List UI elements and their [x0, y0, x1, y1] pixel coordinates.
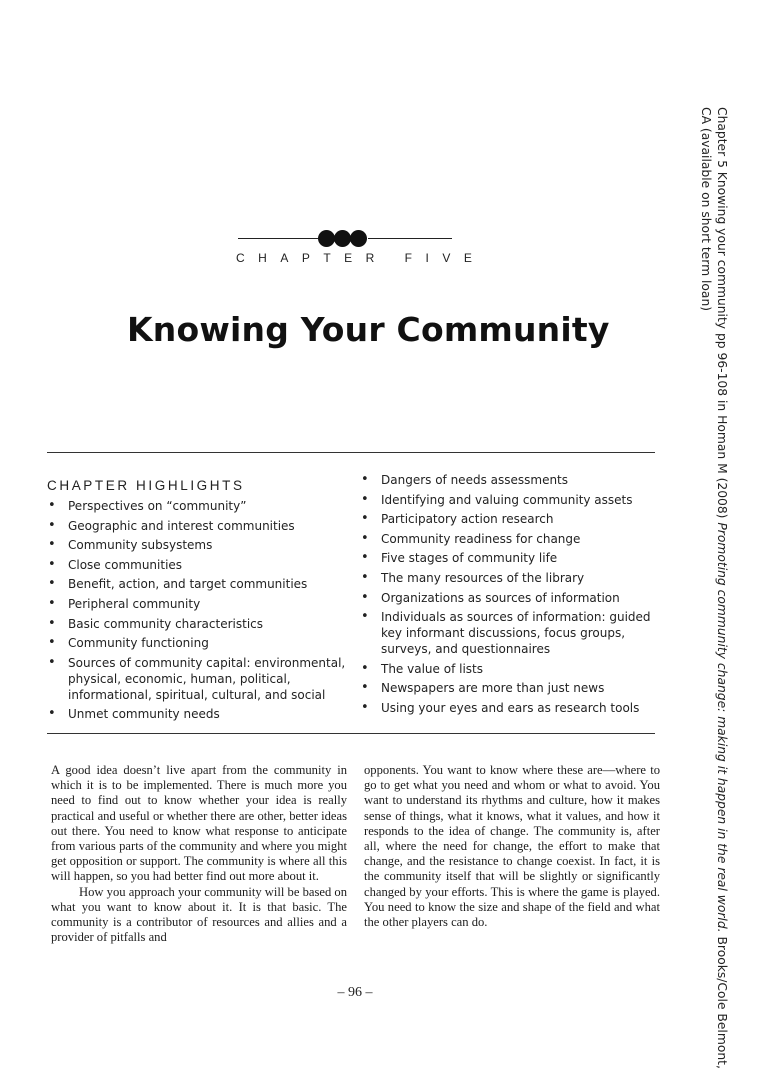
highlight-item: • Basic community characteristics: [47, 616, 347, 632]
highlight-item: • Newspapers are more than just news: [360, 680, 660, 696]
highlights-top-rule: [47, 452, 655, 453]
citation-line-2: CA (available on short term loan): [699, 107, 714, 312]
ornament-rule-right: [368, 238, 452, 239]
highlight-item: • Organizations as sources of information: [360, 590, 660, 606]
highlights-bottom-rule: [47, 733, 655, 734]
highlight-item: • Community readiness for change: [360, 531, 660, 547]
margin-citation-note: [698, 107, 729, 1069]
chapter-title: Knowing Your Community: [127, 310, 610, 349]
highlight-item: • Community functioning: [47, 635, 347, 651]
citation-book-title: Promoting community change: making it happen in the real world.: [715, 522, 729, 933]
highlight-item: • Benefit, action, and target communities: [47, 576, 347, 592]
ornament-dot: [334, 230, 351, 247]
highlight-item: • Close communities: [47, 557, 347, 573]
citation-line-1: [714, 107, 730, 1069]
highlight-item: • Perspectives on “community”: [47, 498, 347, 514]
body-paragraph: A good idea doesn’t live apart from the community in which it is to be implemented. There is much more you need to find out to know whether your idea is really practical and useful or whether there are other, better ideas out there. You need to know what response to anticipate from various parts of the community and where you might get opposition or support. The community is where all this will happen, so you had better find out more about it.: [51, 763, 347, 884]
highlight-item: • The value of lists: [360, 661, 660, 677]
highlight-item: • The many resources of the library: [360, 570, 660, 586]
highlight-item: • Peripheral community: [47, 596, 347, 612]
highlight-item: • Participatory action research: [360, 511, 660, 527]
highlight-item: • Dangers of needs assessments: [360, 472, 660, 488]
highlight-item: • Sources of community capital: environmental, physical, economic, human, political, informational, spiritual, cultural, and social: [47, 655, 347, 703]
highlight-item: • Unmet community needs: [47, 706, 347, 722]
highlight-item: • Five stages of community life: [360, 550, 660, 566]
body-column-left: [51, 763, 347, 945]
highlights-list-right: [360, 472, 660, 720]
body-column-right: [364, 763, 660, 930]
citation-publisher: Brooks/Cole Belmont,: [715, 932, 729, 1069]
highlight-item: • Community subsystems: [47, 537, 347, 553]
highlight-item: • Geographic and interest communities: [47, 518, 347, 534]
chapter-label: CHAPTER FIVE: [236, 251, 486, 265]
highlights-heading: CHAPTER HIGHLIGHTS: [47, 478, 245, 493]
chapter-ornament: [318, 230, 366, 247]
highlights-list-left: [47, 498, 347, 726]
highlight-item: • Identifying and valuing community assets: [360, 492, 660, 508]
body-paragraph: How you approach your community will be based on what you want to know about it. It is that basic. The community is a contributor of resources and allies and a provider of pitfalls and: [51, 884, 347, 945]
page-number: – 96 –: [337, 985, 373, 1000]
highlight-item: • Individuals as sources of information: guided key informant discussions, focus groups, surveys, and questionnaires: [360, 609, 660, 657]
ornament-dot: [350, 230, 367, 247]
highlight-item: • Using your eyes and ears as research tools: [360, 700, 660, 716]
ornament-dot: [318, 230, 335, 247]
body-paragraph: opponents. You want to know where these are—where to go to get what you need and whom or what to avoid. You want to understand its rhythms and culture, how it makes sense of things, what it knows, what it values, and how it responds to the idea of change. The community is, after all, where the need for change, the effort to make that change, and the resistance to change coexist. In fact, it is the community itself that will be slightly or significantly changed by your efforts. This is where the game is played. You need to know the size and shape of the field and what the other players can do.: [364, 763, 660, 930]
citation-text: Chapter 5 Knowing your community pp 96-108 in Homan M (2008): [715, 107, 729, 523]
ornament-rule-left: [238, 238, 318, 239]
